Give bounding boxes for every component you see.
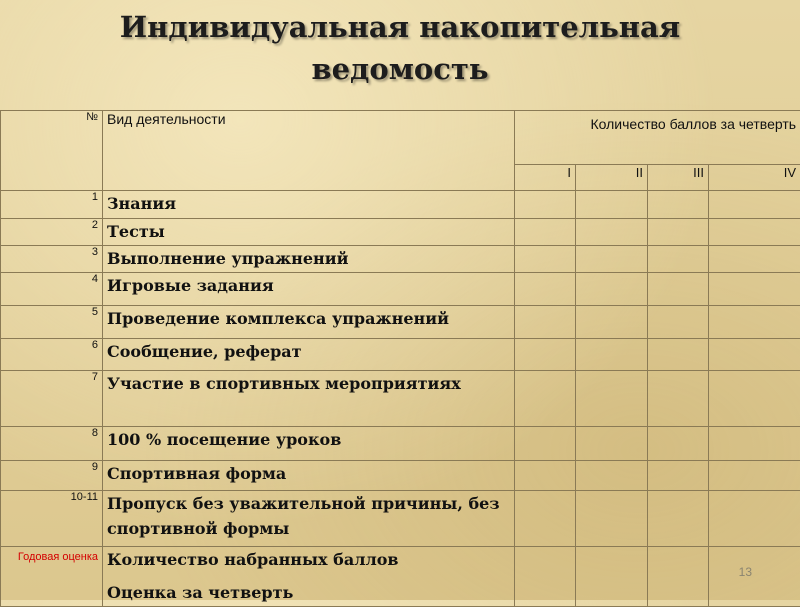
score-cell[interactable] — [576, 191, 648, 219]
total-points-label: Количество набранных баллов — [107, 547, 510, 572]
score-cell[interactable] — [515, 427, 576, 461]
score-cell[interactable] — [648, 491, 709, 547]
score-cell[interactable] — [709, 306, 800, 339]
row-activity: Пропуск без уважительной причины, без спортивной формы — [103, 491, 515, 547]
quarter-header-3: III — [648, 165, 709, 191]
row-number: 2 — [1, 219, 103, 246]
row-activity: Выполнение упражнений — [103, 246, 515, 273]
score-header: Количество баллов за четверть — [515, 111, 800, 165]
row-activity: 100 % посещение уроков — [103, 427, 515, 461]
score-cell[interactable] — [576, 273, 648, 306]
score-cell[interactable] — [576, 461, 648, 491]
score-cell[interactable] — [648, 306, 709, 339]
score-cell[interactable] — [648, 246, 709, 273]
final-row-activity — [103, 547, 515, 607]
score-cell[interactable] — [648, 461, 709, 491]
number-header: № — [1, 111, 103, 191]
score-cell[interactable] — [709, 219, 800, 246]
row-activity: Игровые задания — [103, 273, 515, 306]
slide-title-line-2: ведомость — [0, 48, 800, 90]
activity-header: Вид деятельности — [103, 111, 515, 191]
score-cell[interactable] — [515, 246, 576, 273]
score-cell[interactable] — [576, 306, 648, 339]
table-row — [1, 246, 800, 273]
table-row — [1, 273, 800, 306]
score-cell[interactable] — [648, 427, 709, 461]
score-cell[interactable] — [515, 306, 576, 339]
page-number: 13 — [739, 565, 752, 579]
score-cell[interactable] — [648, 273, 709, 306]
table-row — [1, 427, 800, 461]
row-number: 9 — [1, 461, 103, 491]
row-activity: Участие в спортивных мероприятиях — [103, 371, 515, 427]
score-cell[interactable] — [709, 491, 800, 547]
score-cell[interactable] — [515, 191, 576, 219]
score-cell[interactable] — [576, 547, 648, 607]
row-activity: Тесты — [103, 219, 515, 246]
table-row — [1, 371, 800, 427]
score-cell[interactable] — [709, 246, 800, 273]
quarter-header-2: II — [576, 165, 648, 191]
slide-title — [0, 6, 800, 90]
row-activity: Знания — [103, 191, 515, 219]
row-number: 3 — [1, 246, 103, 273]
score-cell[interactable] — [576, 246, 648, 273]
score-cell[interactable] — [648, 371, 709, 427]
score-cell[interactable] — [648, 191, 709, 219]
header-row — [1, 111, 800, 165]
score-cell[interactable] — [515, 547, 576, 607]
row-number: 10-11 — [1, 491, 103, 547]
score-cell[interactable] — [709, 191, 800, 219]
score-cell[interactable] — [576, 427, 648, 461]
score-cell[interactable] — [648, 547, 709, 607]
row-activity: Спортивная форма — [103, 461, 515, 491]
row-number: 8 — [1, 427, 103, 461]
row-activity: Сообщение, реферат — [103, 339, 515, 371]
row-number: 4 — [1, 273, 103, 306]
score-cell[interactable] — [515, 339, 576, 371]
score-cell[interactable] — [576, 491, 648, 547]
table-row — [1, 491, 800, 547]
quarter-grade-label: Оценка за четверть — [107, 580, 510, 605]
row-activity: Проведение комплекса упражнений — [103, 306, 515, 339]
annual-grade-label: Годовая оценка — [1, 547, 103, 607]
table-row — [1, 461, 800, 491]
row-number: 1 — [1, 191, 103, 219]
score-cell[interactable] — [515, 491, 576, 547]
row-number: 5 — [1, 306, 103, 339]
score-cell[interactable] — [709, 547, 800, 607]
score-sheet-table — [0, 110, 800, 607]
score-cell[interactable] — [648, 339, 709, 371]
score-cell[interactable] — [515, 219, 576, 246]
row-number: 6 — [1, 339, 103, 371]
table-row — [1, 219, 800, 246]
score-cell[interactable] — [576, 219, 648, 246]
score-cell[interactable] — [709, 427, 800, 461]
score-cell[interactable] — [648, 219, 709, 246]
score-cell[interactable] — [515, 273, 576, 306]
score-cell[interactable] — [515, 461, 576, 491]
score-cell[interactable] — [576, 371, 648, 427]
slide-title-line-1: Индивидуальная накопительная — [0, 6, 800, 48]
table-row — [1, 339, 800, 371]
quarter-header-1: I — [515, 165, 576, 191]
table-row — [1, 306, 800, 339]
row-number: 7 — [1, 371, 103, 427]
score-cell[interactable] — [709, 371, 800, 427]
score-cell[interactable] — [576, 339, 648, 371]
score-cell[interactable] — [709, 461, 800, 491]
quarter-header-4: IV — [709, 165, 800, 191]
table-row — [1, 191, 800, 219]
score-cell[interactable] — [709, 339, 800, 371]
score-cell[interactable] — [709, 273, 800, 306]
score-cell[interactable] — [515, 371, 576, 427]
final-row — [1, 547, 800, 607]
